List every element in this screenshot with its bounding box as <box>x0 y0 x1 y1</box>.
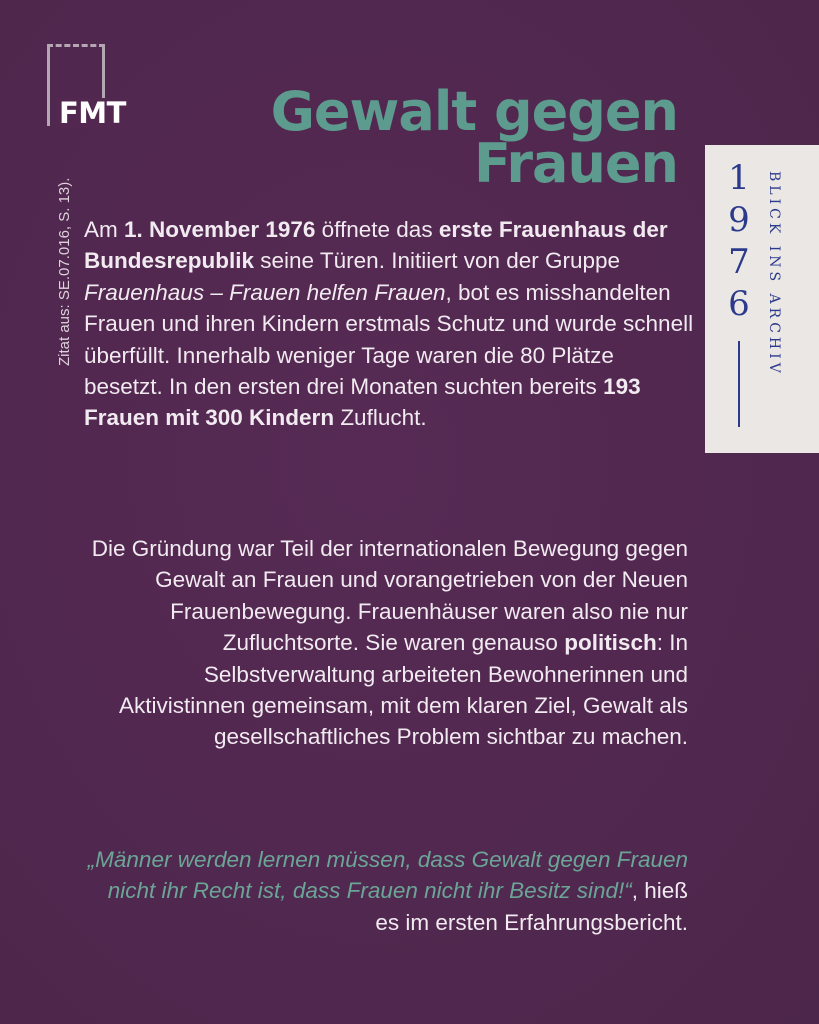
archive-label: BLICK INS ARCHIV <box>766 171 782 377</box>
fmt-logo <box>47 44 126 130</box>
intro-paragraph <box>84 214 694 434</box>
quote-paragraph <box>78 844 688 938</box>
archive-badge <box>705 145 819 453</box>
year-digit: 7 <box>728 242 750 282</box>
bold-text: politisch <box>564 630 657 656</box>
quote-text: „Männer werden lernen müssen, dass Gewalt gegen Frauen nicht ihr Recht ist, dass Frauen nicht ihr Besitz sind!“ <box>87 847 688 904</box>
quote-attribution: , hieß es im ersten Erfahrungsbericht. <box>375 878 688 935</box>
italic-text: Frauenhaus – Frauen helfen Frauen <box>84 279 446 305</box>
bold-text: 1. November 1976 <box>124 217 316 242</box>
year-divider <box>738 341 740 427</box>
text: Die Gründung war Teil der internationalen Bewegung gegen Gewalt an Frauen und vorangetrieben von der Neuen Frauenbewegung. Frauenhäuser waren also nie nur Zufluchtsorte. Sie waren genauso <box>91 536 688 656</box>
bold-text: erste Frauenhaus der Bundesrepublik <box>84 217 668 274</box>
bold-text: 193 Frauen mit 300 Kindern <box>84 374 641 431</box>
title-line-1: Gewalt gegen <box>270 80 678 143</box>
year-digit: 9 <box>728 200 750 240</box>
title-line-2: Frauen <box>473 132 678 195</box>
year-digit: 1 <box>728 158 750 198</box>
logo-text: FMT <box>59 96 126 130</box>
text: : In Selbstverwaltung arbeiteten Bewohnerinnen und Aktivistinnen gemeinsam, mit dem klaren Ziel, Gewalt als gesellschaftliches Problem sichtbar zu machen. <box>119 630 688 750</box>
text: seine Türen. Initiiert von der Gruppe <box>254 248 621 274</box>
context-paragraph <box>80 533 688 753</box>
text: , bot es misshandelten Frauen und ihren Kindern erstmals Schutz und wurde schnell überfüllt. Innerhalb weniger Tage waren die 80 Plätze besetzt. In den ersten drei Monaten suchten bereits <box>84 279 694 400</box>
text: öffnete das <box>315 217 439 242</box>
archive-year <box>723 157 755 325</box>
year-digit: 6 <box>728 284 750 324</box>
source-credit: Zitat aus: SE.07.016, S. 13). <box>56 177 73 366</box>
text: Zuflucht. <box>334 405 427 431</box>
text: Am <box>84 217 125 242</box>
page-title <box>218 80 678 195</box>
